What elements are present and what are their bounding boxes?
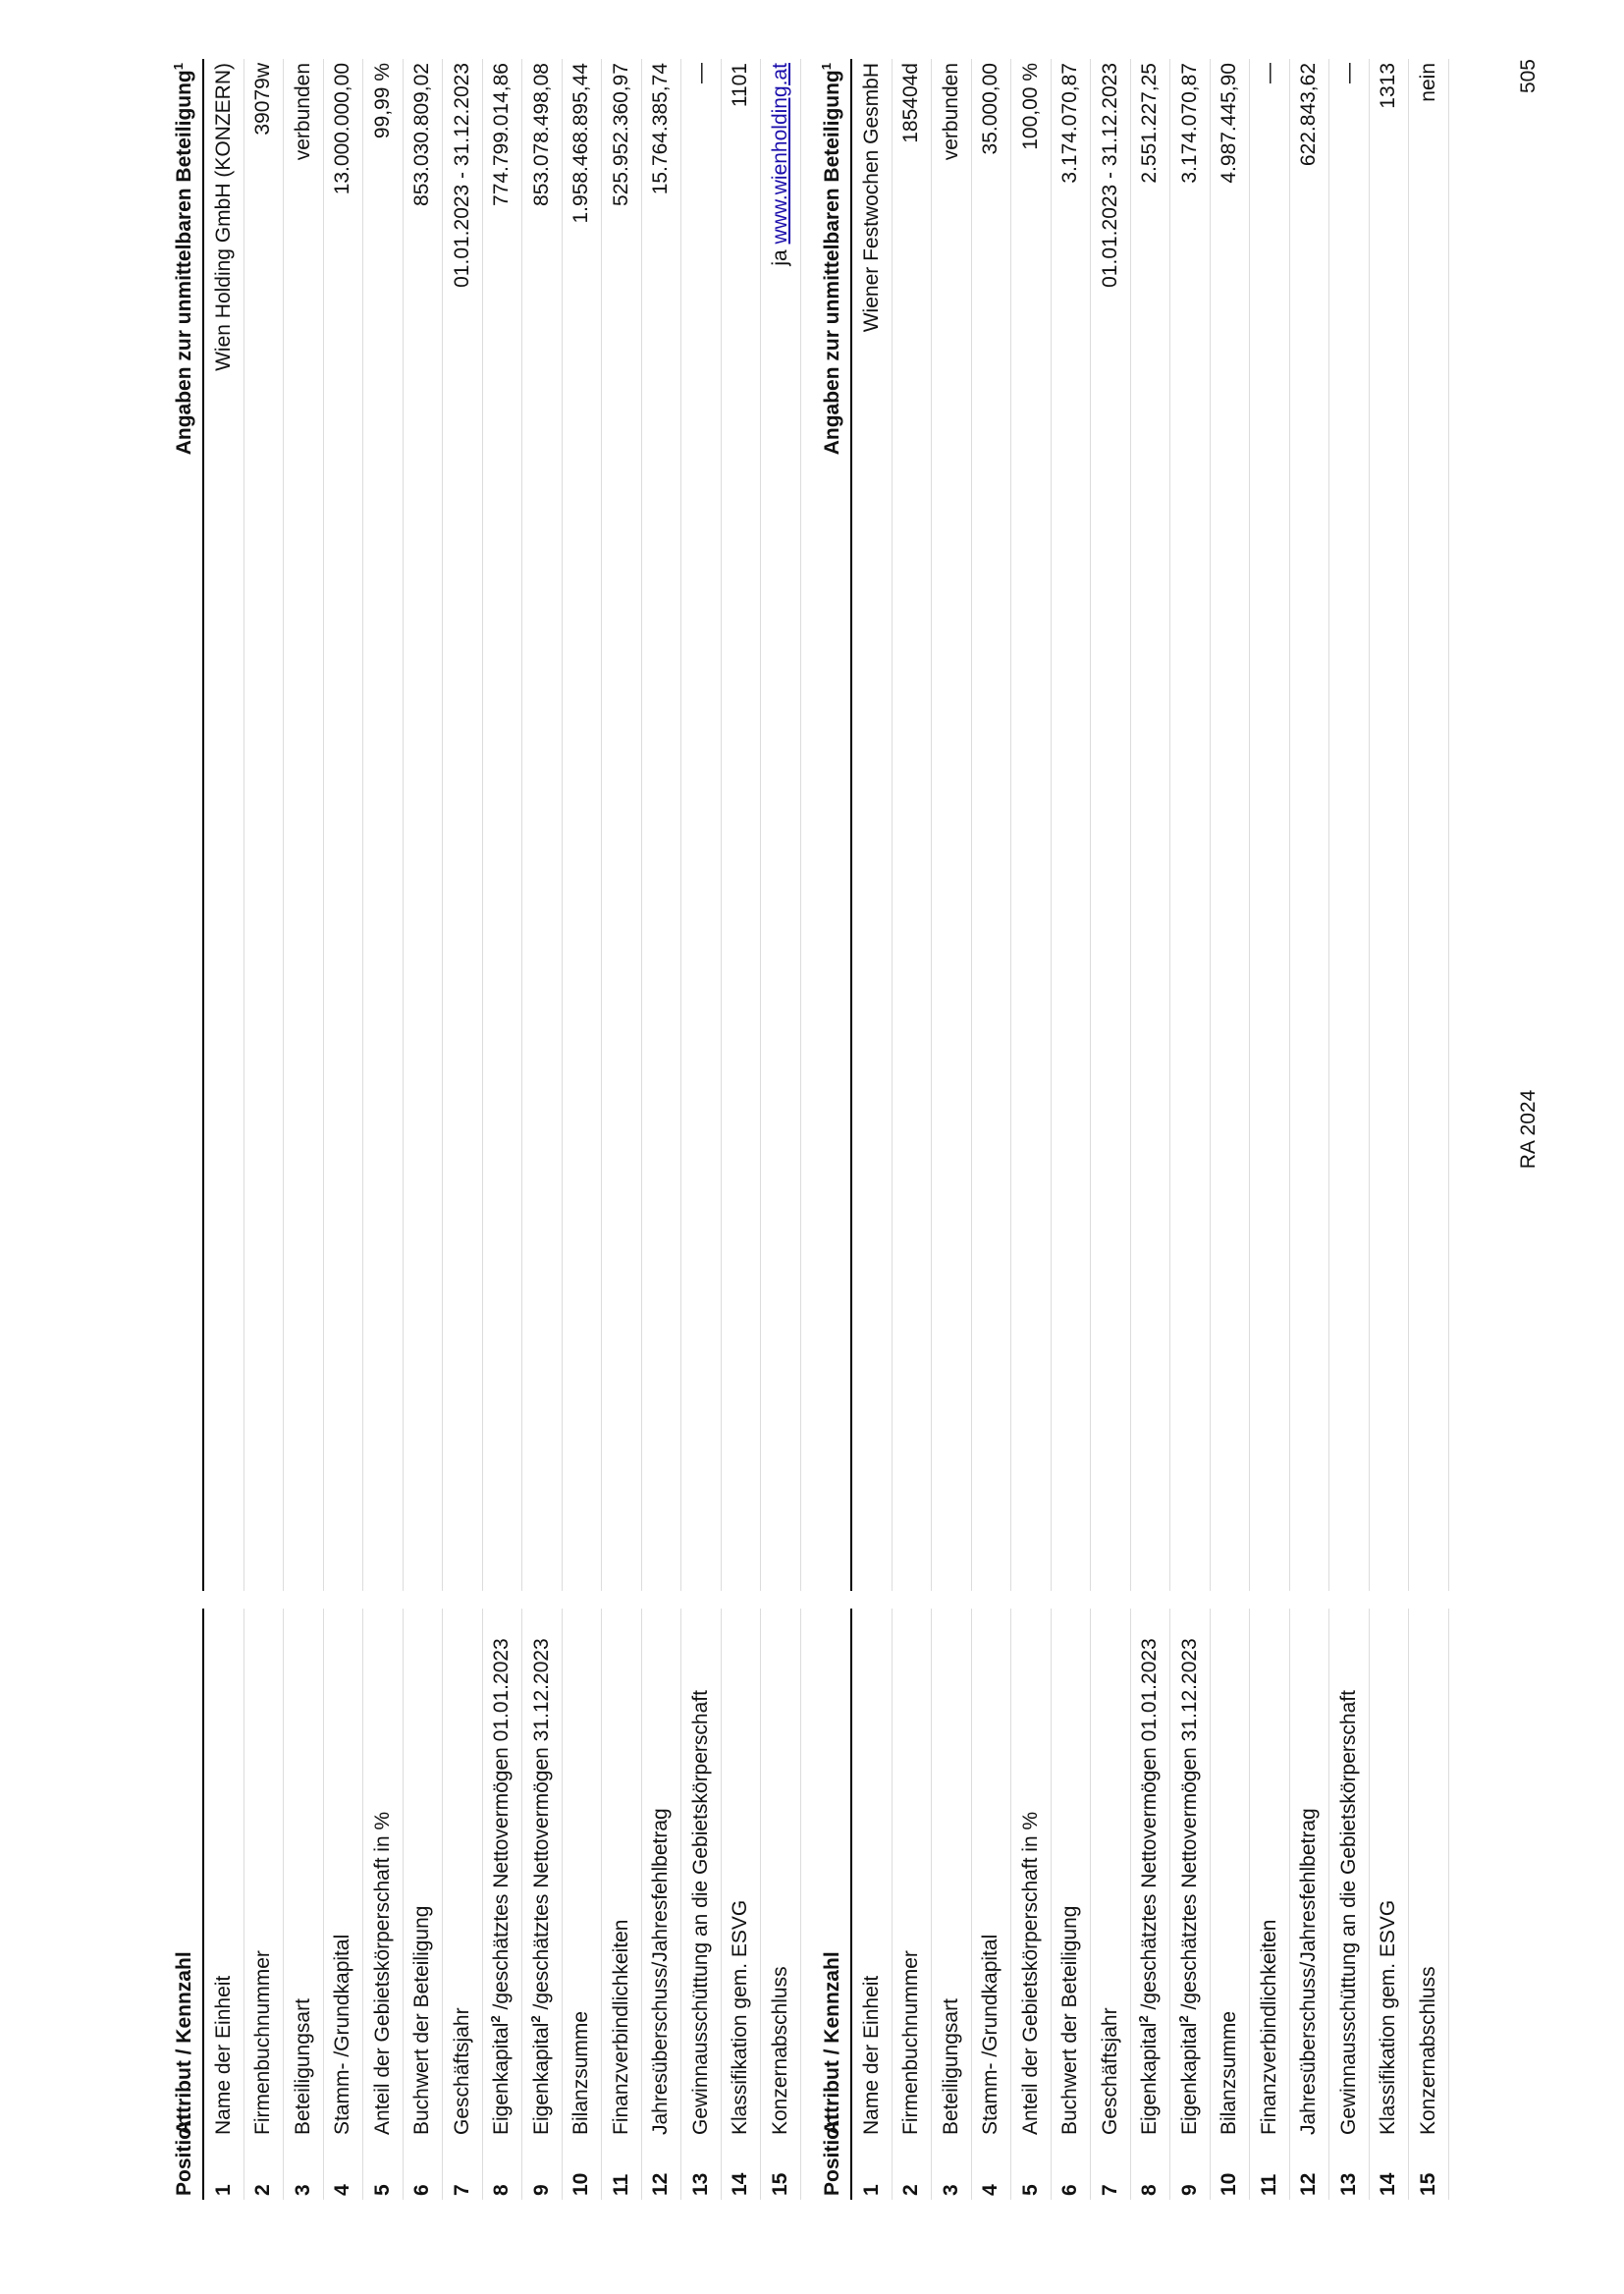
- row-position: 4: [971, 2139, 1011, 2200]
- row-position: 8: [482, 2139, 522, 2200]
- attr-nettovermoegen-end: /geschätztes Nettovermögen 31.12.2023: [1177, 1638, 1201, 2016]
- row-attribute: Anteil der Gebietskörperschaft in %: [363, 1609, 404, 2139]
- row-attribute: [1130, 1609, 1170, 2139]
- table-row: [244, 59, 284, 2200]
- header-position: Position: [815, 2139, 851, 2200]
- table-header-row: [815, 59, 851, 2200]
- table-row: [403, 59, 443, 2200]
- attr-nettovermoegen-end: /geschätztes Nettovermögen 31.12.2023: [529, 1638, 553, 2016]
- table-header-row: [167, 59, 203, 2200]
- row-value: 622.843,62: [1289, 59, 1329, 1591]
- row-position: 1: [203, 2139, 244, 2200]
- row-attribute: Firmenbuchnummer: [244, 1609, 284, 2139]
- row-gap: [1289, 1591, 1329, 1609]
- row-value: 13.000.000,00: [323, 59, 363, 1591]
- table-row: [1011, 59, 1052, 2200]
- row-gap: [721, 1591, 761, 1609]
- row-position: 7: [1091, 2139, 1131, 2200]
- row-gap: [1409, 1591, 1449, 1609]
- footnote-marker: 2: [1175, 2015, 1191, 2023]
- table-row: [932, 59, 972, 2200]
- row-value: 1101: [721, 59, 761, 1591]
- row-position: 3: [284, 2139, 324, 2200]
- row-position: 5: [1011, 2139, 1052, 2200]
- table-row: [323, 59, 363, 2200]
- table-row: [721, 59, 761, 2200]
- row-position: 15: [761, 2139, 801, 2200]
- row-attribute: Finanzverbindlichkeiten: [602, 1609, 642, 2139]
- row-attribute: Stamm- /Grundkapital: [323, 1609, 363, 2139]
- row-attribute: [522, 1609, 563, 2139]
- header-value: [167, 59, 203, 1591]
- footnote-marker: 2: [527, 2015, 543, 2023]
- table-row: [1051, 59, 1091, 2200]
- row-gap: [482, 1591, 522, 1609]
- row-value: 100,00 %: [1011, 59, 1052, 1591]
- table-row: [482, 59, 522, 2200]
- row-value: 2.551.227,25: [1130, 59, 1170, 1591]
- row-attribute: Klassifikation gem. ESVG: [721, 1609, 761, 2139]
- header-value-text: Angaben zur unmittelbaren Beteiligung: [173, 70, 195, 456]
- footnote-marker: 1: [819, 63, 834, 71]
- row-value: Wien Holding GmbH (KONZERN): [203, 59, 244, 1591]
- table-row: [1210, 59, 1250, 2200]
- row-position: 2: [244, 2139, 284, 2200]
- row-value: 3.174.070,87: [1051, 59, 1091, 1591]
- report-label: RA 2024: [1517, 1089, 1540, 1170]
- row-attribute: Beteiligungsart: [284, 1609, 324, 2139]
- row-gap: [323, 1591, 363, 1609]
- footnote-marker: 2: [1136, 2015, 1152, 2023]
- row-value: —: [1250, 59, 1290, 1591]
- table-row: [681, 59, 722, 2200]
- row-gap: [1369, 1591, 1409, 1609]
- footnote-marker: 1: [171, 63, 186, 71]
- row-gap: [562, 1591, 602, 1609]
- row-value: verbunden: [284, 59, 324, 1591]
- row-position: 3: [932, 2139, 972, 2200]
- row-attribute: Konzernabschluss: [1409, 1609, 1449, 2139]
- table-row: [1091, 59, 1131, 2200]
- row-position: 10: [562, 2139, 602, 2200]
- row-attribute: Gewinnausschüttung an die Gebietskörperschaft: [1329, 1609, 1370, 2139]
- row-attribute: Firmenbuchnummer: [892, 1609, 932, 2139]
- row-value: —: [1329, 59, 1370, 1591]
- row-attribute: Geschäftsjahr: [1091, 1609, 1131, 2139]
- attr-eigenkapital: Eigenkapital: [529, 2022, 553, 2135]
- header-attribute: Attribut / Kennzahl: [167, 1609, 203, 2139]
- header-gap: [167, 1591, 203, 1609]
- row-gap: [892, 1591, 932, 1609]
- row-position: 13: [1329, 2139, 1370, 2200]
- row-value: [761, 59, 801, 1591]
- row-attribute: Bilanzsumme: [562, 1609, 602, 2139]
- row-value: 99,99 %: [363, 59, 404, 1591]
- attr-nettovermoegen-start: /geschätztes Nettovermögen 01.01.2023: [490, 1638, 514, 2016]
- row-position: 12: [1289, 2139, 1329, 2200]
- row-position: 9: [1170, 2139, 1211, 2200]
- table-row: [203, 59, 244, 2200]
- row-value: verbunden: [932, 59, 972, 1591]
- table-row: [602, 59, 642, 2200]
- row-position: 14: [721, 2139, 761, 2200]
- attr-eigenkapital: Eigenkapital: [490, 2022, 514, 2135]
- attr-nettovermoegen-start: /geschätztes Nettovermögen 01.01.2023: [1138, 1638, 1162, 2016]
- table-row: [1289, 59, 1329, 2200]
- row-position: 13: [681, 2139, 722, 2200]
- row-value: 35.000,00: [971, 59, 1011, 1591]
- row-gap: [1130, 1591, 1170, 1609]
- konzernabschluss-value: ja: [768, 244, 791, 266]
- row-attribute: Jahresüberschuss/Jahresfehlbetrag: [1289, 1609, 1329, 2139]
- row-gap: [1329, 1591, 1370, 1609]
- row-value: 774.799.014,86: [482, 59, 522, 1591]
- row-gap: [681, 1591, 722, 1609]
- row-value: 525.952.360,97: [602, 59, 642, 1591]
- row-attribute: Beteiligungsart: [932, 1609, 972, 2139]
- row-attribute: Gewinnausschüttung an die Gebietskörperschaft: [681, 1609, 722, 2139]
- rotated-landscape-page: [167, 59, 1561, 2200]
- row-gap: [363, 1591, 404, 1609]
- row-attribute: Konzernabschluss: [761, 1609, 801, 2139]
- table-row: [1170, 59, 1211, 2200]
- row-gap: [1210, 1591, 1250, 1609]
- table-row: [1369, 59, 1409, 2200]
- row-position: 10: [1210, 2139, 1250, 2200]
- header-value-text: Angaben zur unmittelbaren Beteiligung: [821, 70, 843, 456]
- row-gap: [932, 1591, 972, 1609]
- row-value: 39079w: [244, 59, 284, 1591]
- table-row: [971, 59, 1011, 2200]
- row-position: 12: [641, 2139, 681, 2200]
- row-position: 7: [443, 2139, 483, 2200]
- row-gap: [1011, 1591, 1052, 1609]
- row-value: 1.958.468.895,44: [562, 59, 602, 1591]
- row-gap: [203, 1591, 244, 1609]
- table-row: [363, 59, 404, 2200]
- row-value: 3.174.070,87: [1170, 59, 1211, 1591]
- row-position: 4: [323, 2139, 363, 2200]
- header-value: [815, 59, 851, 1591]
- row-position: 6: [403, 2139, 443, 2200]
- row-gap: [443, 1591, 483, 1609]
- row-value: 01.01.2023 - 31.12.2023: [443, 59, 483, 1591]
- row-gap: [244, 1591, 284, 1609]
- row-attribute: Bilanzsumme: [1210, 1609, 1250, 2139]
- row-position: 1: [851, 2139, 892, 2200]
- table-row: [892, 59, 932, 2200]
- row-position: 14: [1369, 2139, 1409, 2200]
- row-position: 2: [892, 2139, 932, 2200]
- row-gap: [971, 1591, 1011, 1609]
- attr-eigenkapital: Eigenkapital: [1138, 2022, 1162, 2135]
- row-position: 6: [1051, 2139, 1091, 2200]
- table-row: [284, 59, 324, 2200]
- row-position: 11: [602, 2139, 642, 2200]
- row-gap: [1250, 1591, 1290, 1609]
- table-row: [1329, 59, 1370, 2200]
- participation-table-2: [815, 59, 1449, 2200]
- row-attribute: Finanzverbindlichkeiten: [1250, 1609, 1290, 2139]
- row-attribute: Stamm- /Grundkapital: [971, 1609, 1011, 2139]
- row-attribute: Klassifikation gem. ESVG: [1369, 1609, 1409, 2139]
- table-row: [641, 59, 681, 2200]
- row-gap: [851, 1591, 892, 1609]
- row-attribute: Anteil der Gebietskörperschaft in %: [1011, 1609, 1052, 2139]
- row-gap: [1051, 1591, 1091, 1609]
- page-number: 505: [1517, 59, 1540, 94]
- row-attribute: Jahresüberschuss/Jahresfehlbetrag: [641, 1609, 681, 2139]
- header-attribute: Attribut / Kennzahl: [815, 1609, 851, 2139]
- header-position: Position: [167, 2139, 203, 2200]
- table-row: [851, 59, 892, 2200]
- table-row: [761, 59, 801, 2200]
- row-attribute: Geschäftsjahr: [443, 1609, 483, 2139]
- table-row: [443, 59, 483, 2200]
- row-attribute: Name der Einheit: [851, 1609, 892, 2139]
- row-value: 01.01.2023 - 31.12.2023: [1091, 59, 1131, 1591]
- table-row: [1250, 59, 1290, 2200]
- row-gap: [522, 1591, 563, 1609]
- row-value: 853.030.809,02: [403, 59, 443, 1591]
- row-gap: [602, 1591, 642, 1609]
- table-row: [562, 59, 602, 2200]
- footnote-marker: 2: [488, 2015, 504, 2023]
- row-gap: [1091, 1591, 1131, 1609]
- row-position: 8: [1130, 2139, 1170, 2200]
- row-position: 15: [1409, 2139, 1449, 2200]
- row-value: 185404d: [892, 59, 932, 1591]
- row-gap: [641, 1591, 681, 1609]
- row-gap: [1170, 1591, 1211, 1609]
- row-value: Wiener Festwochen GesmbH: [851, 59, 892, 1591]
- row-value: 853.078.498,08: [522, 59, 563, 1591]
- participation-table-1: [167, 59, 801, 2200]
- table-row: [522, 59, 563, 2200]
- website-link[interactable]: www.wienholding.at: [768, 63, 791, 245]
- row-position: 9: [522, 2139, 563, 2200]
- row-value: —: [681, 59, 722, 1591]
- row-gap: [284, 1591, 324, 1609]
- row-gap: [403, 1591, 443, 1609]
- row-value: 4.987.445,90: [1210, 59, 1250, 1591]
- table-row: [1130, 59, 1170, 2200]
- row-value: nein: [1409, 59, 1449, 1591]
- row-attribute: Name der Einheit: [203, 1609, 244, 2139]
- row-attribute: [1170, 1609, 1211, 2139]
- row-attribute: Buchwert der Beteiligung: [1051, 1609, 1091, 2139]
- row-value: 15.764.385,74: [641, 59, 681, 1591]
- row-gap: [761, 1591, 801, 1609]
- header-gap: [815, 1591, 851, 1609]
- row-attribute: Buchwert der Beteiligung: [403, 1609, 443, 2139]
- attr-eigenkapital: Eigenkapital: [1177, 2022, 1201, 2135]
- row-attribute: [482, 1609, 522, 2139]
- row-value: 1313: [1369, 59, 1409, 1591]
- table-row: [1409, 59, 1449, 2200]
- row-position: 11: [1250, 2139, 1290, 2200]
- row-position: 5: [363, 2139, 404, 2200]
